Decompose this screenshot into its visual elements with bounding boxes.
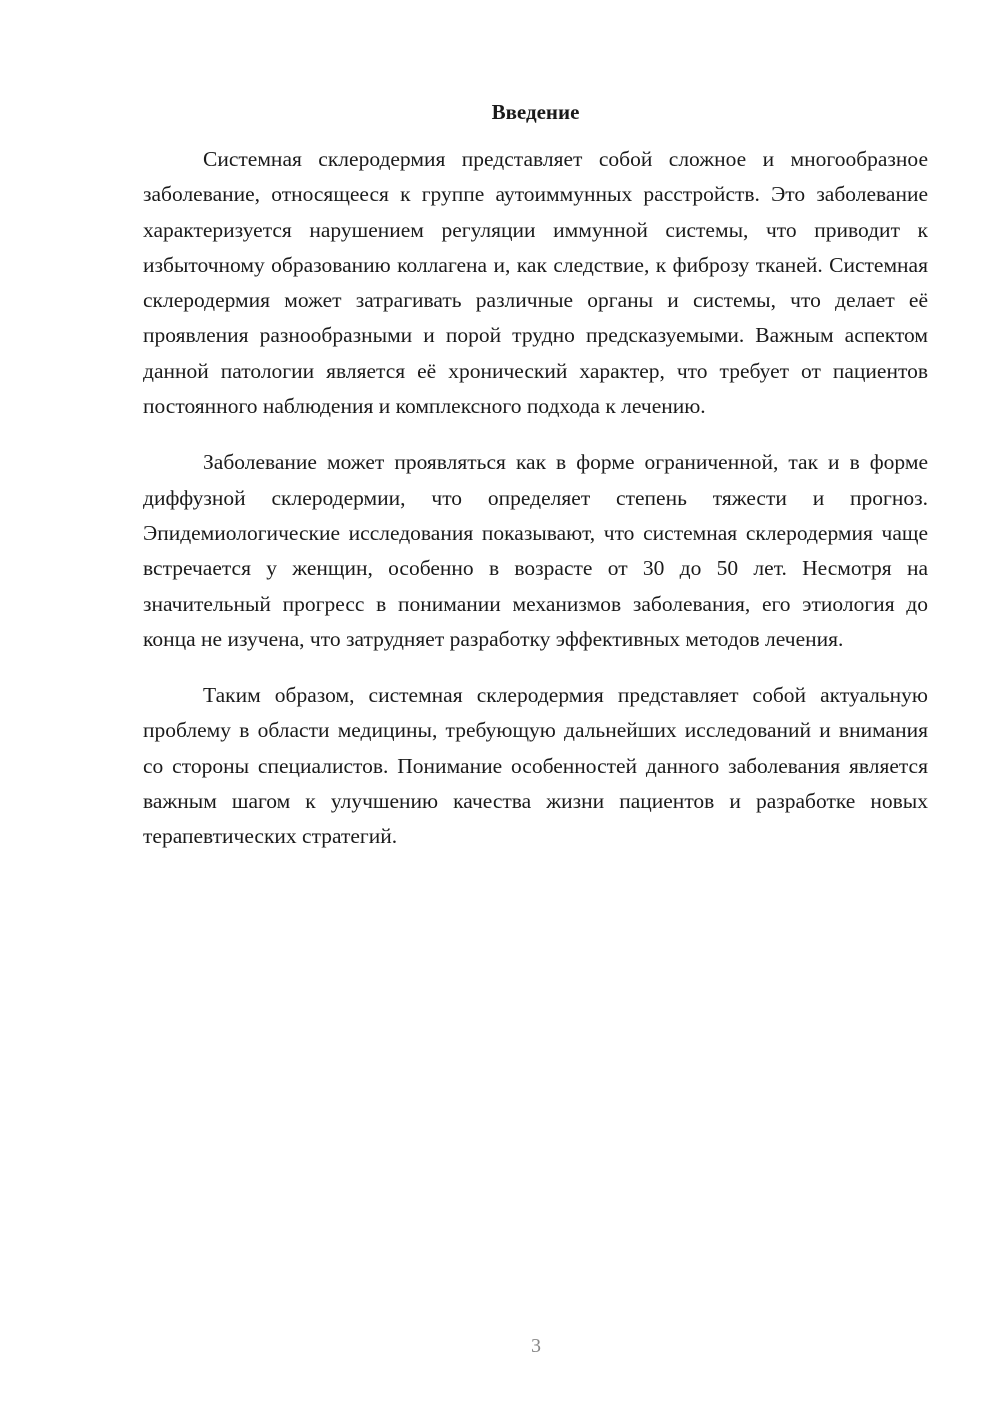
paragraph-1: Системная склеродермия представляет собой сложное и многообразное заболевание, относящееся к группе аутоиммунных расстройств. Это заболевание характеризуется нарушением регуляции иммунной системы, что приводит к избыточному образованию коллагена и, как следствие, к фиброзу тканей. Системная склеродермия может затрагивать различные органы и системы, что делает её проявления разнообразными и порой трудно предсказуемыми. Важным аспектом данной патологии является её хронический характер, что требует от пациентов постоянного наблюдения и комплексного подхода к лечению. — [143, 147, 928, 419]
section-heading: Введение — [491, 100, 580, 124]
paragraph-2: Заболевание может проявляться как в форме ограниченной, так и в форме диффузной склеродермии, что определяет степень тяжести и прогноз. Эпидемиологические исследования показывают, что системная склеродермия чаще встречается у женщин, особенно в возрасте от 30 до 50 лет. Несмотря на значительный прогресс в понимании механизмов заболевания, его этиология до конца не изучена, что затрудняет разработку эффективных методов лечения. — [143, 450, 928, 651]
page-number: 3 — [531, 1335, 541, 1357]
body-text — [143, 142, 928, 876]
paragraph-3: Таким образом, системная склеродермия представляет собой актуальную проблему в области медицины, требующую дальнейших исследований и внимания со стороны специалистов. Понимание особенностей данного заболевания является важным шагом к улучшению качества жизни пациентов и разработке новых терапевтических стратегий. — [143, 683, 928, 849]
